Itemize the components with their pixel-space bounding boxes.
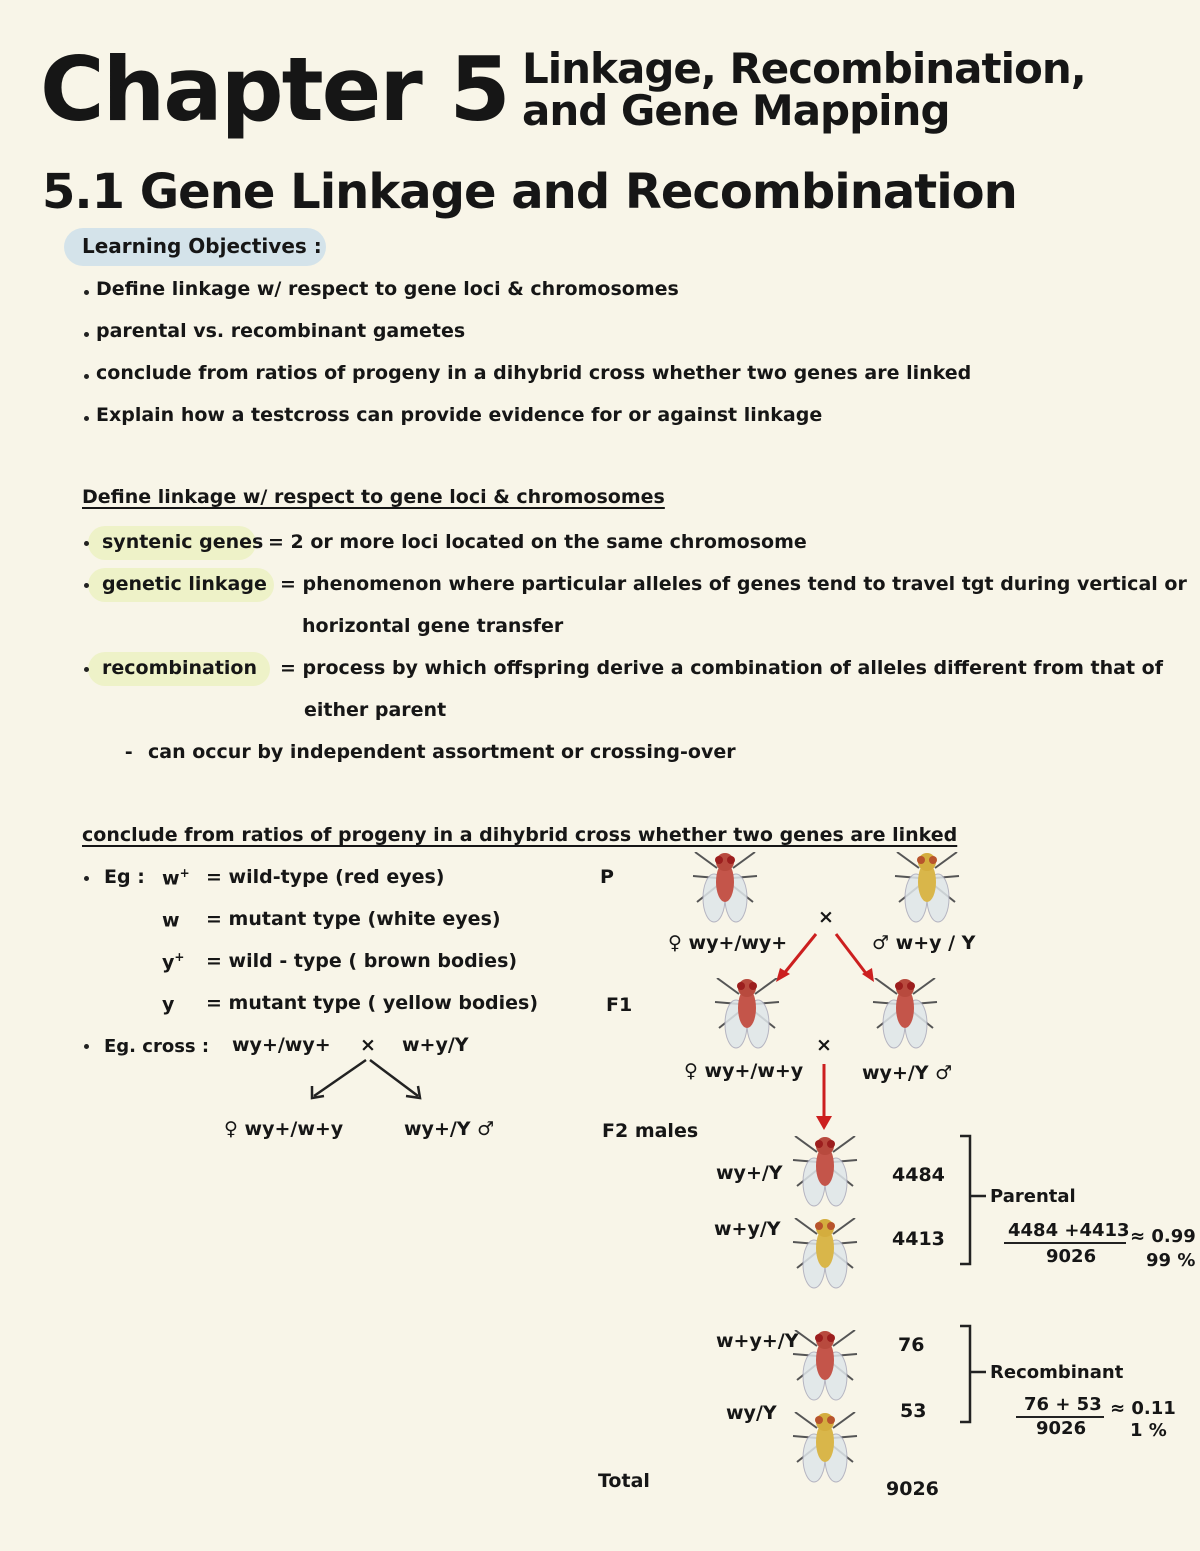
recombinant-label: Recombinant [990,1362,1124,1383]
p-to-f1-arrows [770,928,880,984]
p-male-genotype: ♂ w+y / Y [872,932,976,954]
bullet-dot [84,332,89,337]
f2-count: 76 [898,1334,925,1356]
offspring-male: wy+/Y ♂ [404,1118,495,1140]
cross-female: wy+/wy+ [232,1034,331,1056]
cross-arrows [300,1056,430,1102]
chapter-subtitle-line1: Linkage, Recombination, [522,44,1086,93]
f2-genotype: wy/Y [726,1402,777,1424]
bullet-dot [84,667,89,672]
parental-percent: 99 % [1146,1250,1196,1271]
objective-item: parental vs. recombinant gametes [96,320,466,342]
fly-f2-4-icon [790,1412,860,1492]
parental-numerator: 4484 +4413 [1008,1220,1130,1241]
section-title: 5.1 Gene Linkage and Recombination [42,164,1017,220]
f2-count: 53 [900,1400,927,1422]
term-genetic-linkage: genetic linkage [102,573,267,595]
bullet-dot [84,290,89,295]
recombinant-denominator: 9026 [1036,1418,1087,1439]
term-syntenic-genes: syntenic genes [102,531,264,553]
term-recombination: recombination [102,657,258,679]
bullet-dot [84,583,89,588]
fly-f1-male-icon [870,978,940,1058]
objective-item: conclude from ratios of progeny in a dihybrid cross whether two genes are linked [96,362,972,384]
f2-count: 4413 [892,1228,945,1250]
allele-desc: = wild - type ( brown bodies) [206,950,518,972]
parental-label: Parental [990,1186,1076,1207]
recombinant-numerator: 76 + 53 [1024,1394,1102,1415]
def-recombination-cont: either parent [304,699,447,721]
allele-symbol: w [162,909,180,932]
total-value: 9026 [886,1478,939,1500]
fly-f2-2-icon [790,1218,860,1298]
total-label: Total [598,1470,650,1492]
def-syntenic-genes: = 2 or more loci located on the same chromosome [268,531,807,553]
p-cross-sign: × [818,906,834,928]
generation-p-label: P [600,866,614,888]
chapter-subtitle-line2: and Gene Mapping [522,86,950,135]
allele-symbol: y [162,993,175,1016]
fly-f1-female-icon [712,978,782,1058]
allele-desc: = mutant type ( yellow bodies) [206,992,539,1014]
generation-f2-label: F2 males [602,1120,699,1142]
offspring-female: ♀ wy+/w+y [224,1118,344,1140]
f1-male-genotype: wy+/Y ♂ [862,1062,953,1084]
objectives-label: Learning Objectives : [82,234,322,258]
dihybrid-heading: conclude from ratios of progeny in a dihybrid cross whether two genes are linked [82,824,958,846]
generation-f1-label: F1 [606,994,633,1016]
f2-genotype: w+y+/Y [716,1330,799,1352]
objective-item: Define linkage w/ respect to gene loci & chromosomes [96,278,679,300]
f2-count: 4484 [892,1164,945,1186]
recombinant-result: ≈ 0.11 [1110,1398,1176,1419]
parental-result: ≈ 0.99 [1130,1226,1196,1247]
allele-symbol: y+ [162,950,185,974]
fraction-bar [1004,1242,1126,1244]
f2-genotype: w+y/Y [714,1218,781,1240]
fly-p-male-icon [892,852,962,932]
parental-denominator: 9026 [1046,1246,1097,1267]
bullet-dot [84,416,89,421]
def-recombination: = process by which offspring derive a combination of alleles different from that of [280,657,1163,679]
allele-desc: = wild-type (red eyes) [206,866,445,888]
def-genetic-linkage: = phenomenon where particular alleles of genes tend to travel tgt during vertical or [280,573,1187,595]
def-genetic-linkage-cont: horizontal gene transfer [302,615,564,637]
cross-male: w+y/Y [402,1034,469,1056]
objective-item: Explain how a testcross can provide evidence for or against linkage [96,404,823,426]
dash-mark: ⁃ [124,741,134,763]
cross-label: Eg. cross : [104,1036,210,1057]
f2-genotype: wy+/Y [716,1162,783,1184]
f1-to-f2-arrow [812,1062,836,1132]
recomb-note: can occur by independent assortment or crossing-over [148,741,736,763]
chapter-title: Chapter 5 [40,38,509,141]
eg-label: Eg : [104,866,145,888]
fly-f2-1-icon [790,1136,860,1216]
bullet-dot [84,1044,89,1049]
fly-f2-3-icon [790,1330,860,1410]
fly-p-female-icon [690,852,760,932]
group-brackets [956,1134,996,1434]
allele-symbol: w+ [162,866,190,890]
f1-female-genotype: ♀ wy+/w+y [684,1060,804,1082]
bullet-dot [84,374,89,379]
cross-x: × [360,1034,376,1056]
definitions-heading: Define linkage w/ respect to gene loci & chromosomes [82,486,665,508]
recombinant-percent: 1 % [1130,1420,1167,1441]
bullet-dot [84,876,89,881]
bullet-dot [84,541,89,546]
p-female-genotype: ♀ wy+/wy+ [668,932,788,954]
allele-desc: = mutant type (white eyes) [206,908,501,930]
f1-cross-sign: × [816,1034,832,1056]
